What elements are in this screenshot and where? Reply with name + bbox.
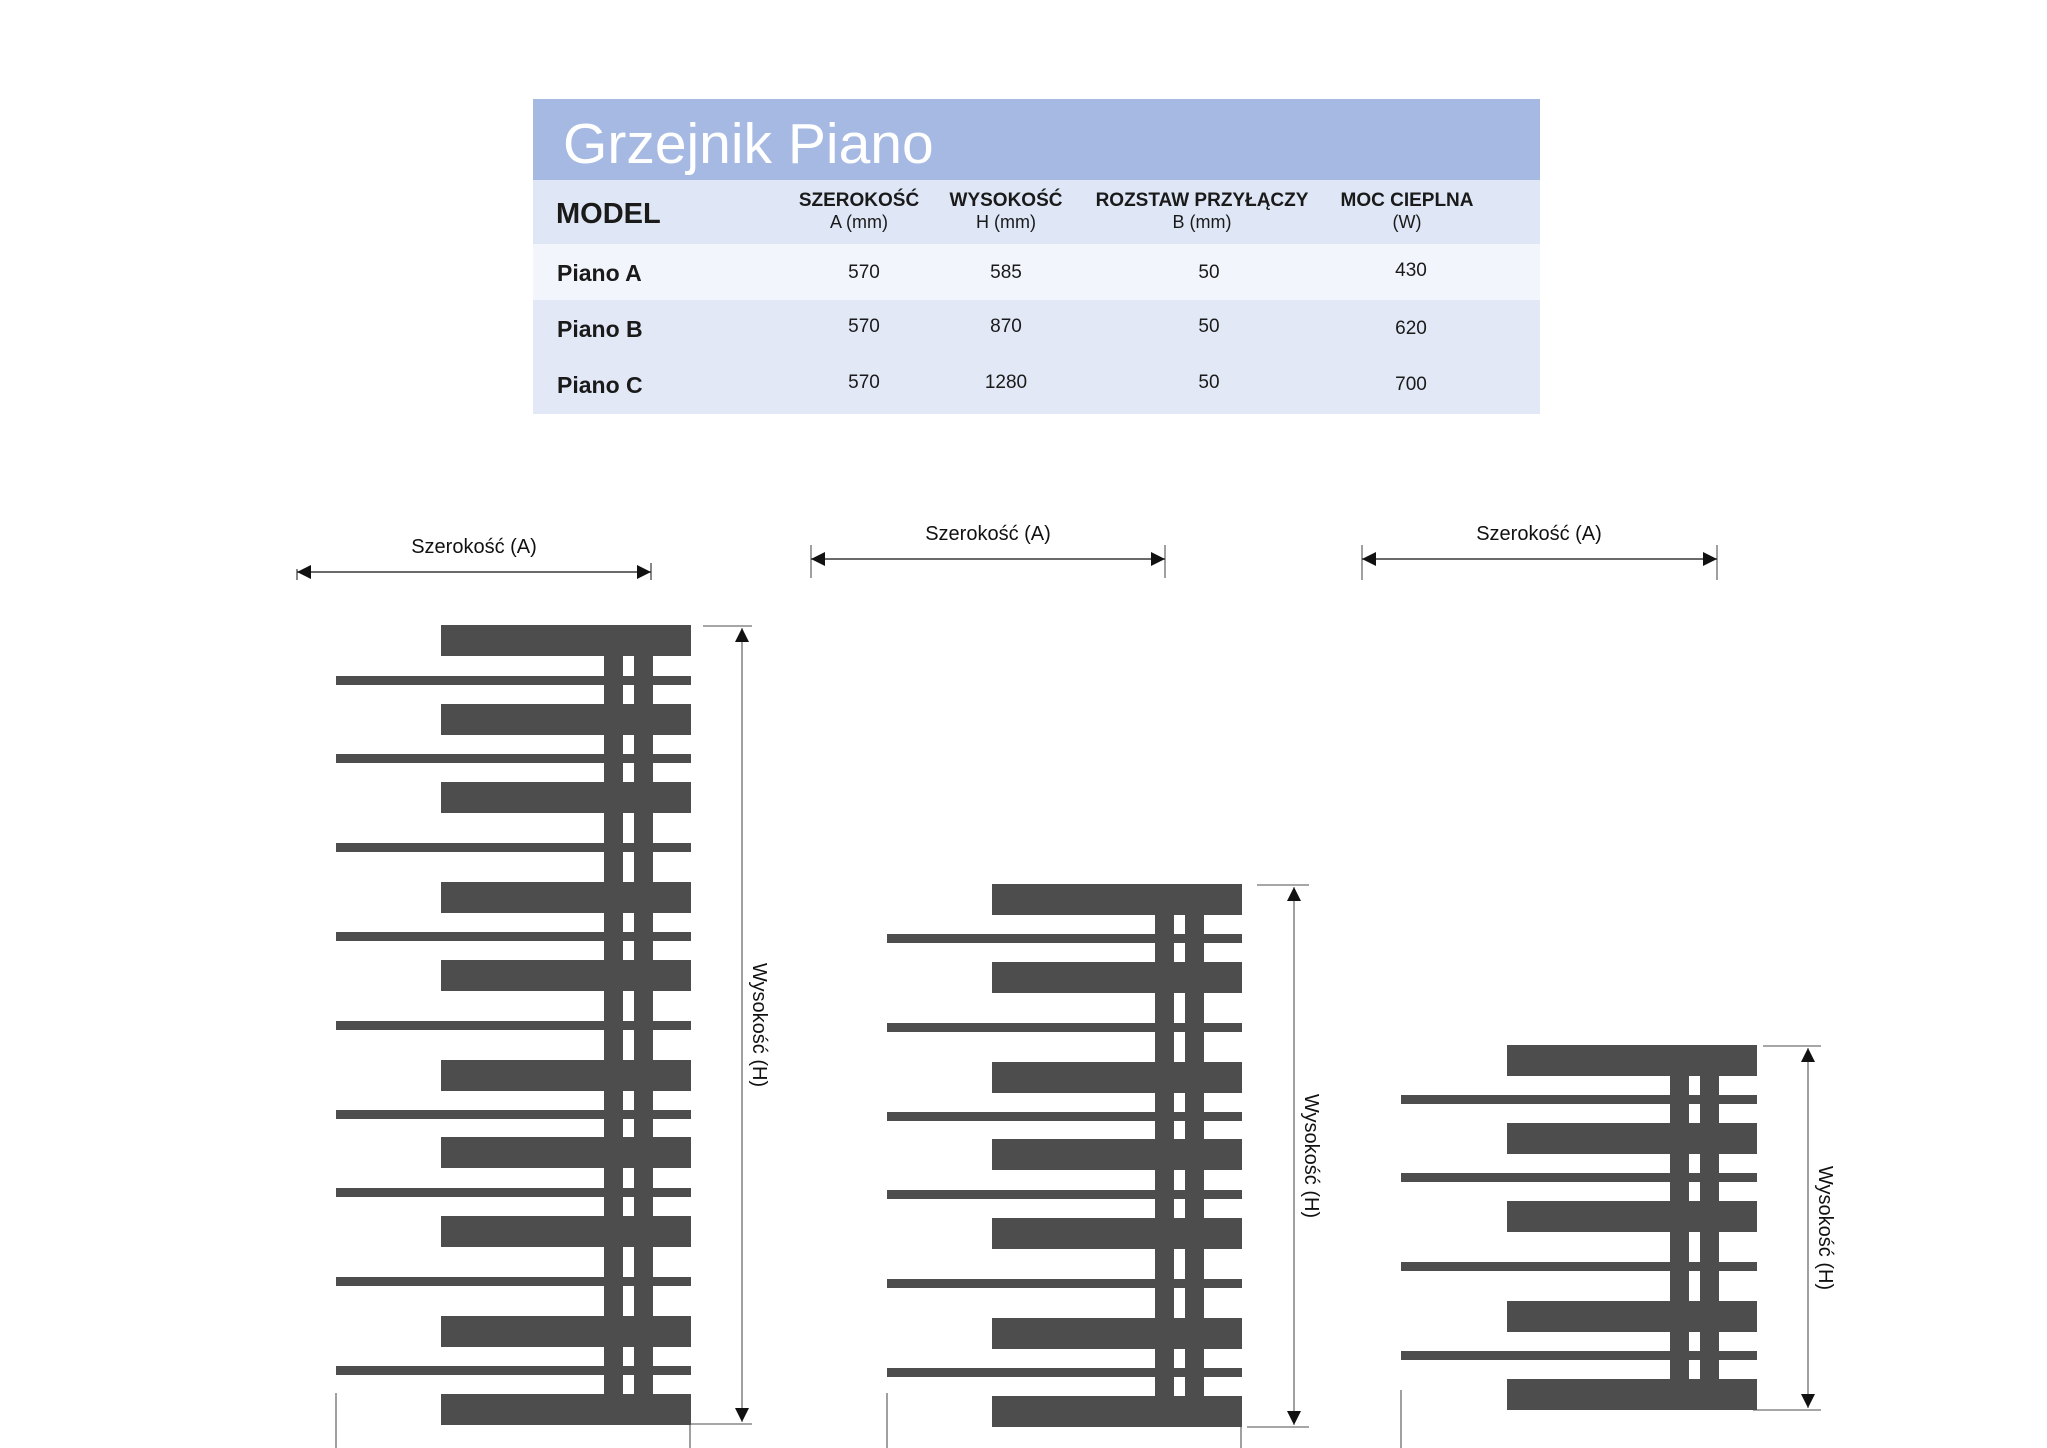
model-name: Piano C	[557, 372, 643, 398]
model-name: Piano A	[557, 260, 642, 286]
power-value: 620	[1395, 318, 1427, 339]
width-label: Szerokość (A)	[411, 536, 537, 558]
height-dimension	[1753, 1046, 1836, 1410]
width-value: 570	[848, 372, 880, 393]
power-value: 700	[1395, 374, 1427, 395]
width-value: 570	[848, 262, 880, 283]
radiator-drawing-2	[811, 523, 1322, 1448]
height-value: 585	[990, 262, 1022, 283]
spacing-value: 50	[1198, 372, 1220, 393]
table-title: Grzejnik Piano	[563, 112, 934, 176]
width-dimension	[811, 523, 1165, 578]
width-label: Szerokość (A)	[1476, 523, 1602, 545]
model-column-header: MODEL	[556, 198, 661, 230]
power-header-label: MOC CIEPLNA	[1340, 190, 1474, 211]
width-header-unit: A (mm)	[829, 212, 888, 232]
radiator-body	[336, 625, 691, 1425]
height-header-unit: H (mm)	[976, 212, 1036, 232]
height-label: Wysokość (H)	[748, 962, 770, 1088]
height-value: 870	[990, 316, 1022, 337]
spacing-value: 50	[1198, 316, 1220, 337]
width-value: 570	[848, 316, 880, 337]
radiator-drawing-1	[297, 536, 770, 1448]
radiator-drawing-3	[1362, 523, 1836, 1448]
model-name: Piano B	[557, 316, 643, 342]
height-label: Wysokość (H)	[1300, 1093, 1322, 1219]
height-dimension	[1247, 885, 1322, 1427]
height-value: 1280	[984, 372, 1028, 393]
height-dimension	[691, 626, 770, 1424]
width-header-label: SZEROKOŚĆ	[798, 190, 920, 211]
width-label: Szerokość (A)	[925, 523, 1051, 545]
radiator-body	[887, 884, 1242, 1427]
width-dimension	[1362, 523, 1717, 580]
power-header-unit: (W)	[1392, 212, 1422, 232]
spacing-value: 50	[1198, 262, 1220, 283]
height-header-label: WYSOKOŚĆ	[949, 190, 1063, 211]
radiator-body	[1401, 1045, 1757, 1410]
spacing-header-unit: B (mm)	[1172, 212, 1232, 232]
power-value: 430	[1395, 260, 1427, 281]
width-dimension	[297, 536, 651, 580]
spacing-header-label: ROZSTAW PRZYŁĄCZY	[1095, 190, 1309, 211]
height-label: Wysokość (H)	[1814, 1165, 1836, 1291]
